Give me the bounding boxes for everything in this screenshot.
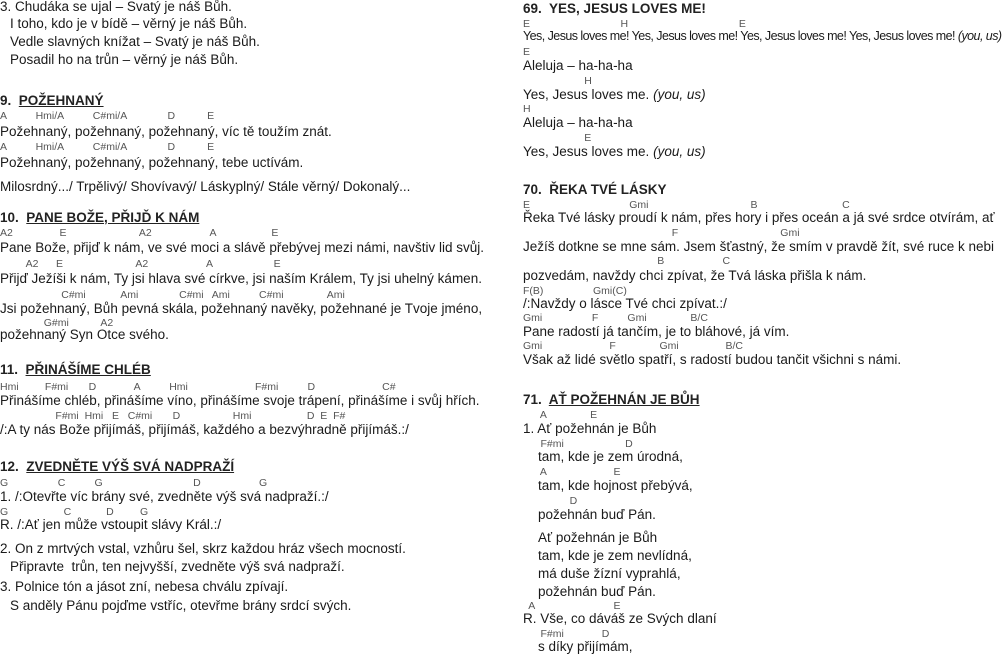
- lyric-line: [0, 580, 288, 594]
- lyric-line: [0, 423, 409, 437]
- italic-note: (you, us): [957, 29, 1002, 43]
- lyric-line: [523, 240, 994, 254]
- chord-text: A2 E A2 A E: [0, 227, 279, 239]
- lyric-text: Jsi požehnaný, Bůh pevná skála, požehnaný navěky, požehnané je Tvoje jméno,: [0, 301, 483, 316]
- chord-line: [523, 19, 746, 30]
- lyric-line: [0, 542, 406, 556]
- lyric-text: I toho, kdo je v bídě – věrný je náš Bůh.: [10, 16, 248, 31]
- lyric-line: [538, 479, 693, 493]
- chord-text: F#mi Hmi E C#mi D Hmi D E F#: [0, 410, 346, 422]
- lyric-line: [523, 211, 995, 225]
- chord-text: F(B) Gmi(C): [523, 285, 627, 297]
- chord-line: [523, 341, 743, 352]
- lyric-line: [538, 585, 656, 599]
- chord-line: [523, 104, 531, 115]
- lyric-text: Vedle slavných knížat – Svatý je náš Bůh.: [10, 34, 260, 49]
- lyric-line: [0, 302, 482, 316]
- chord-line: [523, 467, 620, 478]
- lyric-text: 3. Chudáka se ujal – Svatý je náš Bůh.: [0, 0, 232, 14]
- lyric-line: [523, 612, 717, 626]
- chord-line: [523, 496, 577, 507]
- chord-line: [0, 228, 278, 239]
- lyric-line: [0, 241, 484, 255]
- lyric-line: [538, 567, 681, 581]
- chord-text: G C G D G: [0, 477, 268, 489]
- lyric-text: Pane radostí já tančím, je to bláhové, já vím.: [523, 324, 790, 339]
- chord-text: F#mi D: [523, 628, 610, 640]
- song-number: 11.: [0, 362, 19, 377]
- lyric-text: R. /:Ať jen může vstoupit slávy Král.:/: [0, 517, 222, 532]
- lyric-line: [0, 0, 232, 14]
- lyric-line: [523, 59, 633, 73]
- lyric-text: Požehnaný, požehnaný, požehnaný, tebe uctívám.: [0, 155, 304, 170]
- italic-note: (you, us): [653, 144, 706, 159]
- chord-text: H: [523, 75, 592, 87]
- lyric-line: [538, 508, 656, 522]
- lyric-line: [0, 394, 479, 408]
- lyric-line: [538, 640, 633, 654]
- chord-line: [0, 382, 396, 393]
- lyric-line: [538, 531, 657, 545]
- lyric-line: [523, 30, 1002, 43]
- chord-line: [523, 133, 591, 144]
- lyric-text: Yes, Jesus loves me! Yes, Jesus loves me! Yes, Jesus loves me! Yes, Jesus loves me!: [523, 29, 958, 43]
- song-name: POŽEHNANÝ: [18, 93, 104, 108]
- chord-line: [0, 111, 214, 122]
- song-number: 69.: [523, 1, 542, 16]
- lyric-text: Připravte trůn, ten nejvyšší, zvedněte výš svá nadpraží.: [10, 559, 345, 574]
- lyric-line: [10, 35, 260, 49]
- chord-text: B C: [523, 255, 731, 267]
- song-number: 12.: [0, 459, 19, 474]
- song-number: 10.: [0, 210, 19, 225]
- lyric-text: požehnaný Syn Otce svého.: [0, 327, 169, 342]
- chord-text: A E: [523, 466, 621, 478]
- lyric-line: [523, 353, 901, 367]
- song-number: 70.: [523, 182, 542, 197]
- lyric-text: Pane Bože, přijď k nám, ve své moci a slávě přebývej mezi námi, navštiv lid svůj.: [0, 240, 484, 255]
- song-title: [0, 363, 151, 377]
- lyric-text: tam, kde je zem nevlídná,: [538, 548, 692, 563]
- chord-line: [523, 47, 530, 58]
- chord-line: [523, 629, 609, 640]
- lyric-line: [10, 560, 345, 574]
- chord-line: [523, 439, 633, 450]
- chord-text: E: [523, 132, 592, 144]
- lyric-text: požehnán buď Pán.: [538, 507, 656, 522]
- lyric-text: Přijď Ježíši k nám, Ty jsi hlava své církve, jsi naším Králem, Ty jsi uhelný kámen.: [0, 271, 482, 286]
- lyric-text: Yes, Jesus loves me.: [523, 144, 654, 159]
- chord-text: E: [523, 46, 531, 58]
- chord-line: [523, 286, 627, 297]
- lyric-line: [10, 599, 351, 613]
- song-name: PANE BOŽE, PŘIJĎ K NÁM: [26, 210, 200, 225]
- lyric-line: [0, 180, 410, 194]
- lyric-text: Ať požehnán je Bůh: [538, 530, 658, 545]
- song-name: ŘEKA TVÉ LÁSKY: [549, 182, 667, 197]
- song-title: [523, 2, 706, 16]
- lyric-line: [523, 325, 789, 339]
- lyric-text: Však až lidé světlo spatří, s radostí budou tančit všichni s námi.: [523, 352, 902, 367]
- lyric-text: Požehnaný, požehnaný, požehnaný, víc tě toužím znát.: [0, 124, 332, 139]
- chord-text: G#mi A2: [0, 317, 114, 329]
- italic-note: (you, us): [653, 87, 706, 102]
- song-name: PŘINÁŠÍME CHLÉB: [25, 362, 151, 377]
- chord-text: E H E: [523, 18, 746, 30]
- chord-line: [0, 290, 345, 301]
- chord-line: [523, 200, 850, 211]
- song-number: 9.: [0, 93, 12, 108]
- lyric-line: [0, 156, 303, 170]
- lyric-line: [523, 269, 866, 283]
- song-name: AŤ POŽEHNÁN JE BŮH: [548, 392, 700, 407]
- lyric-line: [0, 490, 329, 504]
- song-number: 71.: [523, 392, 542, 407]
- lyric-text: tam, kde hojnost přebývá,: [538, 478, 693, 493]
- song-name: YES, JESUS LOVES ME!: [549, 1, 706, 16]
- song-title: [0, 211, 199, 225]
- lyric-text: Milosrdný.../ Trpělivý/ Shovívavý/ Láskyplný/ Stále věrný/ Dokonalý...: [0, 179, 411, 194]
- lyric-text: Posadil ho na trůn – věrný je náš Bůh.: [10, 52, 239, 67]
- lyric-line: [10, 17, 247, 31]
- lyric-text: Aleluja – ha-ha-ha: [523, 58, 633, 73]
- chord-text: A Hmi/A C#mi/A D E: [0, 141, 215, 153]
- chord-line: [0, 259, 281, 270]
- chord-line: [523, 410, 597, 421]
- lyric-text: má duše žízní vyprahlá,: [538, 566, 681, 581]
- chord-text: Gmi F Gmi B/C: [523, 312, 708, 324]
- lyric-text: pozvedám, navždy chci zpívat, že Tvá láska přišla k nám.: [523, 268, 867, 283]
- chord-line: [0, 142, 214, 153]
- chord-text: G C D G: [0, 506, 149, 518]
- song-title: [0, 460, 234, 474]
- lyric-line: [0, 518, 221, 532]
- chord-text: C#mi Ami C#mi Ami C#mi Ami: [0, 289, 345, 301]
- song-name: ZVEDNĚTE VÝŠ SVÁ NADPRAŽÍ: [26, 459, 235, 474]
- chord-line: [523, 313, 708, 324]
- lyric-line: [0, 125, 332, 139]
- lyric-line: [523, 88, 706, 102]
- lyric-line: [538, 549, 692, 563]
- lyric-line: [0, 328, 169, 342]
- chord-text: Gmi F Gmi B/C: [523, 340, 743, 352]
- lyric-line: [523, 145, 706, 159]
- chord-line: [0, 411, 345, 422]
- lyric-line: [10, 53, 238, 67]
- lyric-line: [523, 116, 633, 130]
- lyric-text: požehnán buď Pán.: [538, 584, 656, 599]
- chord-text: H: [523, 103, 531, 115]
- lyric-text: 1. /:Otevřte víc brány své, zvedněte výš svá nadpraží.:/: [0, 489, 329, 504]
- song-title: [523, 183, 667, 197]
- lyric-text: tam, kde je zem úrodná,: [538, 449, 683, 464]
- song-title: [0, 94, 104, 108]
- lyric-text: Přinášíme chléb, přinášíme víno, přinášíme svoje trápení, přinášíme i svůj hřích.: [0, 393, 480, 408]
- chord-line: [0, 507, 148, 518]
- chord-text: F Gmi: [523, 227, 800, 239]
- lyric-text: Řeka Tvé lásky proudí k nám, přes hory i přes oceán a já své srdce otvírám, ať: [523, 210, 995, 225]
- chord-text: Hmi F#mi D A Hmi F#mi D C#: [0, 381, 396, 393]
- chord-text: A E: [523, 600, 621, 612]
- chord-text: E Gmi B C: [523, 199, 850, 211]
- lyric-line: [523, 297, 727, 311]
- lyric-text: S anděly Pánu pojďme vstříc, otevřme brány srdcí svých.: [10, 598, 352, 613]
- lyric-text: 3. Polnice tón a jásot zní, nebesa chválu zpívají.: [0, 579, 289, 594]
- chord-text: D: [523, 495, 578, 507]
- lyric-text: s díky přijímám,: [538, 639, 633, 654]
- song-title: [523, 393, 700, 407]
- lyric-text: 2. On z mrtvých vstal, vzhůru šel, skrz každou hráz všech mocností.: [0, 541, 406, 556]
- lyric-text: /:A ty nás Bože přijímáš, přijímáš, každého a bezvýhradně přijímáš.:/: [0, 422, 409, 437]
- chord-text: A Hmi/A C#mi/A D E: [0, 110, 215, 122]
- chord-text: A E: [523, 409, 598, 421]
- chord-text: F#mi D: [523, 438, 633, 450]
- lyric-line: [523, 422, 656, 436]
- chord-line: [523, 256, 730, 267]
- chord-line: [523, 228, 800, 239]
- lyric-line: [0, 272, 482, 286]
- lyric-text: Ježíš dotkne se mne sám. Jsem šťastný, že smím v pravdě žít, své ruce k nebi: [523, 239, 994, 254]
- lyric-text: Yes, Jesus loves me.: [523, 87, 654, 102]
- chord-text: A2 E A2 A E: [0, 258, 281, 270]
- chord-line: [523, 76, 592, 87]
- lyric-line: [538, 450, 683, 464]
- lyric-text: /:Navždy o lásce Tvé chci zpívat.:/: [523, 296, 727, 311]
- chord-line: [523, 601, 620, 612]
- lyric-text: 1. Ať požehnán je Bůh: [523, 421, 657, 436]
- lyric-text: R. Vše, co dáváš ze Svých dlaní: [523, 611, 717, 626]
- lyric-text: Aleluja – ha-ha-ha: [523, 115, 633, 130]
- chord-line: [0, 478, 267, 489]
